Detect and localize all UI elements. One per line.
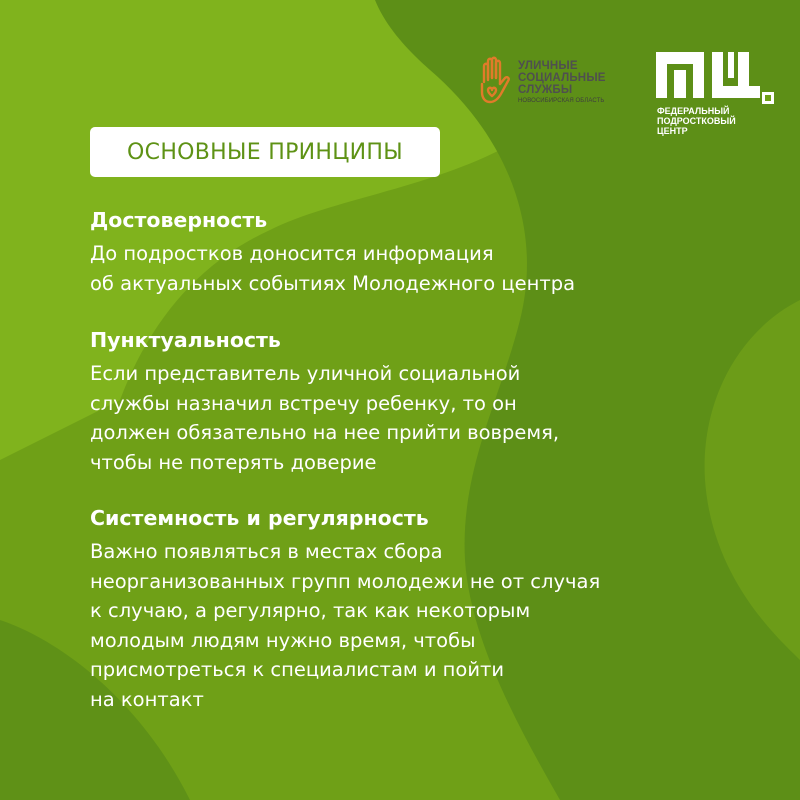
principle-title: Системность и регулярность	[90, 506, 429, 530]
principle-reliability	[90, 206, 770, 298]
description-line: присмотреться к специалистам и пойти	[90, 658, 505, 681]
principle-punctuality	[90, 326, 770, 477]
description-line: Если представитель уличной социальной	[90, 362, 521, 385]
federal-center-line: ФЕДЕРАЛЬНЫЙ	[657, 106, 730, 116]
description-line: должен обязательно на нее прийти вовремя,	[90, 421, 560, 444]
street-services-logo	[478, 56, 628, 112]
description-line: об актуальных событиях Молодежного центра	[90, 271, 576, 295]
principle-description	[90, 359, 770, 477]
header-badge	[90, 127, 440, 177]
header-title: ОСНОВНЫЕ ПРИНЦИПЫ	[127, 139, 403, 165]
description-line: неорганизованных групп молодежи не от случая	[90, 569, 601, 593]
principle-description	[90, 239, 770, 298]
description-line: Важно появляться в местах сбора	[90, 540, 443, 563]
federal-center-name	[657, 106, 736, 136]
federal-center-line: ПОДРОСТКОВЫЙ	[657, 116, 736, 126]
description-line: службы назначил встречу ребенку, то он	[90, 391, 517, 415]
description-line: к случаю, а регулярно, так как некоторым	[90, 599, 531, 622]
description-line: чтобы не потерять доверие	[90, 450, 377, 474]
hand-heart-icon	[478, 56, 514, 112]
street-services-region: НОВОСИБИРСКАЯ ОБЛАСТЬ	[518, 98, 605, 104]
street-services-line: СЛУЖБЫ	[518, 84, 573, 96]
federal-center-logo	[656, 52, 776, 148]
principle-description	[90, 537, 770, 714]
description-line: До подростков доносится информация	[90, 242, 494, 265]
street-services-line: УЛИЧНЫЕ	[518, 60, 578, 72]
principle-title: Достоверность	[90, 208, 268, 232]
fpc-mark-icon	[656, 52, 776, 104]
street-services-name	[518, 60, 606, 96]
description-line: на контакт	[90, 687, 204, 711]
federal-center-line: ЦЕНТР	[657, 126, 688, 136]
street-services-line: СОЦИАЛЬНЫЕ	[518, 72, 606, 84]
description-line: молодым людям нужно время, чтобы	[90, 628, 476, 652]
principle-title: Пунктуальность	[90, 328, 281, 352]
principle-regularity	[90, 504, 770, 714]
